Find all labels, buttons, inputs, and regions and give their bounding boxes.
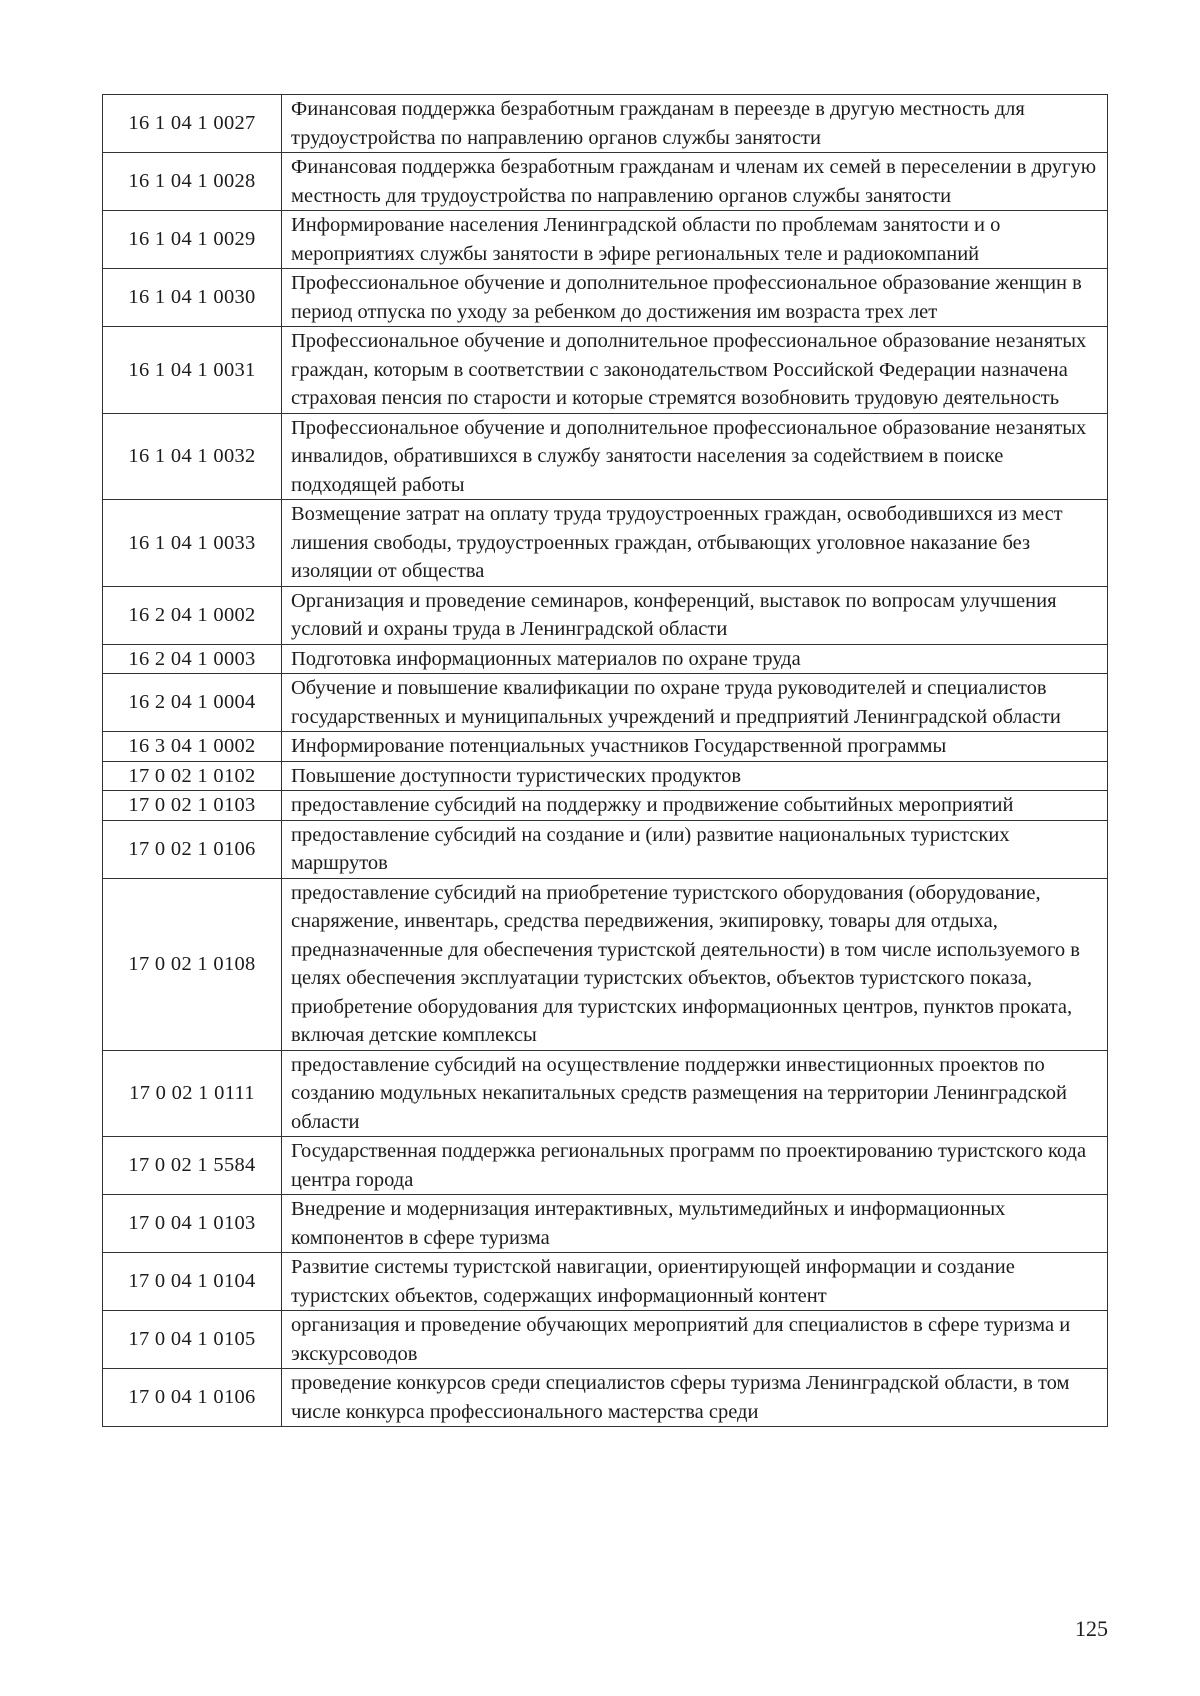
table-row <box>103 95 1108 153</box>
row-description-cell: Развитие системы туристской навигации, ориентирующей информации и создание туристских объектов, содержащих информационный контент <box>282 1253 1108 1311</box>
table-row <box>103 878 1108 1050</box>
row-code-cell: 16 1 04 1 0031 <box>103 327 282 414</box>
row-description-cell: проведение конкурсов среди специалистов сферы туризма Ленинградской области, в том числе конкурса профессионального мастерства среди <box>282 1369 1108 1427</box>
row-description-cell: Возмещение затрат на оплату труда трудоустроенных граждан, освободившихся из мест лишения свободы, трудоустроенных граждан, отбывающих уголовное наказание без изоляции от общества <box>282 500 1108 587</box>
row-code-cell: 17 0 02 1 0103 <box>103 791 282 821</box>
row-code-cell: 17 0 02 1 5584 <box>103 1137 282 1195</box>
row-code-cell: 16 2 04 1 0003 <box>103 644 282 674</box>
row-description-cell: Подготовка информационных материалов по охране труда <box>282 644 1108 674</box>
table-row <box>103 1195 1108 1253</box>
table-row <box>103 413 1108 500</box>
table-row <box>103 1137 1108 1195</box>
row-description-cell: Организация и проведение семинаров, конференций, выставок по вопросам улучшения условий и охраны труда в Ленинградской области <box>282 586 1108 644</box>
row-description-cell: Профессиональное обучение и дополнительное профессиональное образование незанятых граждан, которым в соответствии с законодательством Российской Федерации назначена страховая пенсия по старости и которые стремятся возобновить трудовую деятельность <box>282 327 1108 414</box>
row-code-cell: 16 1 04 1 0028 <box>103 153 282 211</box>
table-row <box>103 1050 1108 1137</box>
table-row <box>103 732 1108 762</box>
row-description-cell: предоставление субсидий на поддержку и продвижение событийных мероприятий <box>282 791 1108 821</box>
row-description-cell: Обучение и повышение квалификации по охране труда руководителей и специалистов государственных и муниципальных учреждений и предприятий Ленинградской области <box>282 674 1108 732</box>
row-description-cell: Повышение доступности туристических продуктов <box>282 761 1108 791</box>
row-code-cell: 17 0 02 1 0102 <box>103 761 282 791</box>
table-row <box>103 791 1108 821</box>
row-description-cell: организация и проведение обучающих мероприятий для специалистов в сфере туризма и экскурсоводов <box>282 1311 1108 1369</box>
row-code-cell: 16 2 04 1 0002 <box>103 586 282 644</box>
row-description-cell: Финансовая поддержка безработным гражданам в переезде в другую местность для трудоустройства по направлению органов службы занятости <box>282 95 1108 153</box>
row-code-cell: 16 1 04 1 0029 <box>103 211 282 269</box>
table-row <box>103 674 1108 732</box>
row-description-cell: предоставление субсидий на приобретение туристского оборудования (оборудование, снаряжение, инвентарь, средства передвижения, экипировку, товары для отдыха, предназначенные для обеспечения туристской деятельности) в том числе используемого в целях обеспечения эксплуатации туристских объектов, объектов туристского показа, приобретение оборудования для туристских информационных центров, пунктов проката, включая детские комплексы <box>282 878 1108 1050</box>
row-code-cell: 17 0 02 1 0111 <box>103 1050 282 1137</box>
table-row <box>103 1369 1108 1427</box>
row-description-cell: Информирование населения Ленинградской области по проблемам занятости и о мероприятиях службы занятости в эфире региональных теле и радиокомпаний <box>282 211 1108 269</box>
row-code-cell: 17 0 02 1 0108 <box>103 878 282 1050</box>
row-description-cell: предоставление субсидий на создание и (или) развитие национальных туристских маршрутов <box>282 820 1108 878</box>
row-code-cell: 16 2 04 1 0004 <box>103 674 282 732</box>
row-code-cell: 16 1 04 1 0033 <box>103 500 282 587</box>
row-description-cell: предоставление субсидий на осуществление поддержки инвестиционных проектов по созданию модульных некапитальных средств размещения на территории Ленинградской области <box>282 1050 1108 1137</box>
table-row <box>103 153 1108 211</box>
table-body <box>103 95 1108 1427</box>
table-row <box>103 761 1108 791</box>
table-row <box>103 820 1108 878</box>
table-row <box>103 1311 1108 1369</box>
row-description-cell: Финансовая поддержка безработным гражданам и членам их семей в переселении в другую местность для трудоустройства по направлению органов службы занятости <box>282 153 1108 211</box>
row-description-cell: Информирование потенциальных участников Государственной программы <box>282 732 1108 762</box>
row-description-cell: Внедрение и модернизация интерактивных, мультимедийных и информационных компонентов в сфере туризма <box>282 1195 1108 1253</box>
row-code-cell: 17 0 04 1 0106 <box>103 1369 282 1427</box>
row-code-cell: 17 0 02 1 0106 <box>103 820 282 878</box>
row-code-cell: 17 0 04 1 0103 <box>103 1195 282 1253</box>
budget-code-table <box>102 94 1108 1427</box>
table-row <box>103 500 1108 587</box>
table-row <box>103 211 1108 269</box>
row-code-cell: 16 1 04 1 0032 <box>103 413 282 500</box>
table-row <box>103 269 1108 327</box>
row-description-cell: Профессиональное обучение и дополнительное профессиональное образование женщин в период отпуска по уходу за ребенком до достижения им возраста трех лет <box>282 269 1108 327</box>
row-code-cell: 16 1 04 1 0030 <box>103 269 282 327</box>
row-code-cell: 16 3 04 1 0002 <box>103 732 282 762</box>
row-description-cell: Профессиональное обучение и дополнительное профессиональное образование незанятых инвалидов, обратившихся в службу занятости населения за содействием в поиске подходящей работы <box>282 413 1108 500</box>
table-row <box>103 644 1108 674</box>
row-code-cell: 17 0 04 1 0105 <box>103 1311 282 1369</box>
row-code-cell: 17 0 04 1 0104 <box>103 1253 282 1311</box>
row-code-cell: 16 1 04 1 0027 <box>103 95 282 153</box>
table-row <box>103 327 1108 414</box>
row-description-cell: Государственная поддержка региональных программ по проектированию туристского кода центра города <box>282 1137 1108 1195</box>
table-row <box>103 586 1108 644</box>
page-number: 125 <box>1075 1616 1108 1641</box>
table-row <box>103 1253 1108 1311</box>
